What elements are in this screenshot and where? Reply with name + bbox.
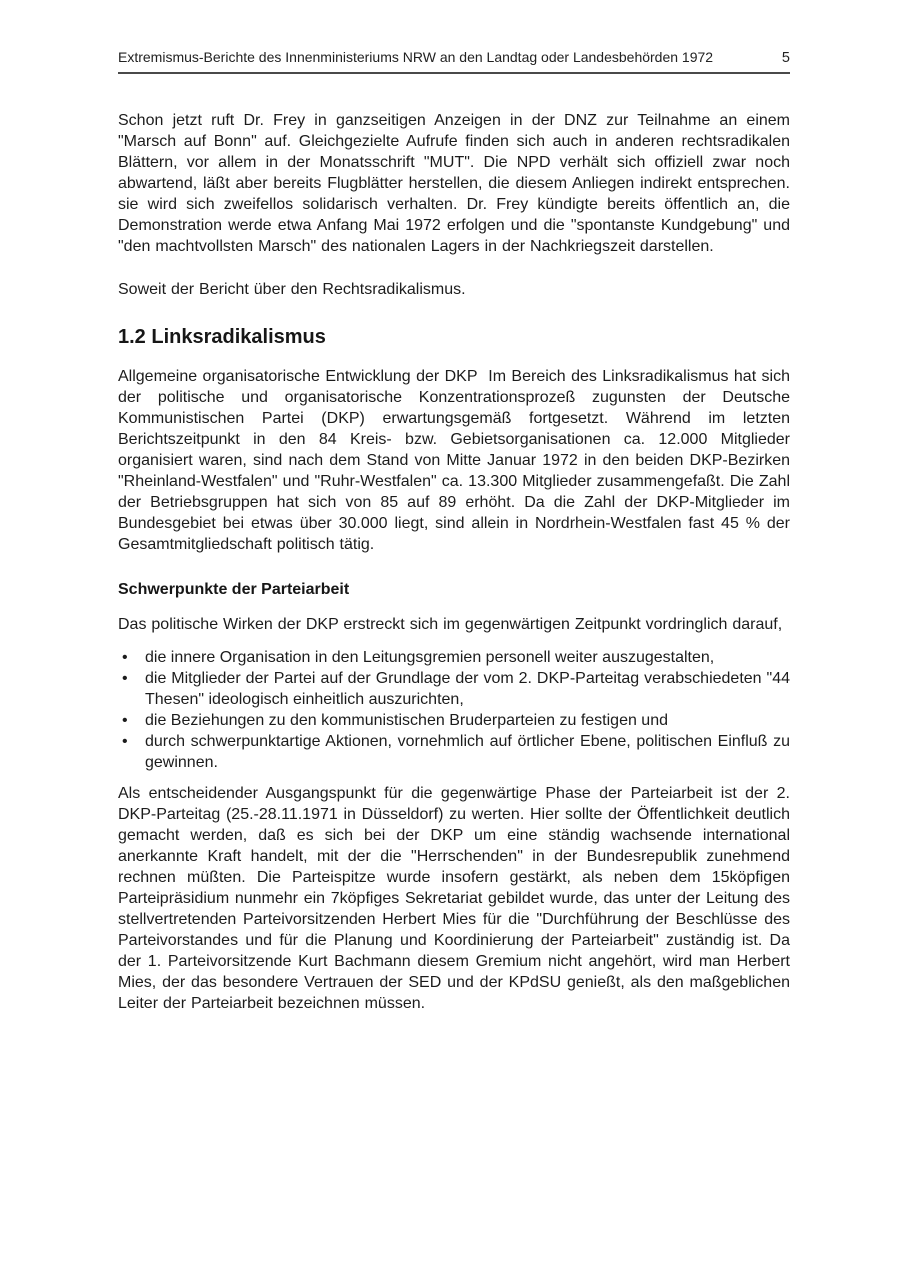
page-content [118, 48, 790, 1014]
header-title: Extremismus-Berichte des Innenministeriums NRW an den Landtag oder Landesbehörden 1972 [118, 49, 714, 65]
paragraph-rechtsradikalismus: Schon jetzt ruft Dr. Frey in ganzseitigen Anzeigen in der DNZ zur Teilnahme an einem "Marsch auf Bonn" auf. Gleichgezielte Aufrufe finden sich auch in anderen rechtsradikalen Blättern, vor allem in der Monatsschrift "MUT". Die NPD verhält sich offiziell zwar noch abwartend, läßt aber bereits Flugblätter herstellen, die diesem Anliegen indirekt entsprechen. sie wird sich zweifellos solidarisch verhalten. Dr. Frey kündigte bereits öffentlich an, die Demonstration werde etwa Anfang Mai 1972 erfolgen und die "spontanste Kundgebung" und "den machtvollsten Marsch" des nationalen Lagers in der Nachkriegszeit darstellen. [118, 112, 790, 255]
section-heading-linksradikalismus: 1.2 Linksradikalismus [118, 326, 326, 348]
bullet-item: • die Beziehungen zu den kommunistischen Bruderparteien zu festigen und [118, 710, 790, 731]
paragraph-parteitag: Als entscheidender Ausgangspunkt für die gegenwärtige Phase der Parteiarbeit ist der 2. DKP-Parteitag (25.-28.11.1971 in Düsseldorf) zu werten. Hier sollte der Öffentlichkeit deutlich gemacht werden, daß es sich bei der DKP um eine ständig wachsende international anerkannte Kraft handelt, mit der die "Herrschenden" in der Bundesrepublik zunehmend rechnen müßten. Die Parteispitze wurde insofern gestärkt, als neben dem 15köpfigen Parteipräsidium nunmehr ein 7köpfiges Sekretariat gebildet wurde, das unter der Leitung des stellvertretenden Parteivorsitzenden Herbert Mies für die "Durchführung der Beschlüsse des Parteivorstandes und für die Planung und Koordinierung der Parteiarbeit" zuständig ist. Da der 1. Parteivorsitzende Kurt Bachmann diesem Gremium nicht angehört, wird man Herbert Mies, der das besondere Vertrauen der SED und der KPdSU genießt, als den maßgeblichen Leiter der Parteiarbeit bezeichnen müssen. [118, 785, 790, 1012]
bullet-item: • durch schwerpunktartige Aktionen, vornehmlich auf örtlicher Ebene, politischen Einfluß zu gewinnen. [118, 731, 790, 773]
sub-heading-schwerpunkte: Schwerpunkte der Parteiarbeit [118, 581, 350, 598]
running-header [118, 48, 790, 74]
page-number: 5 [781, 50, 790, 66]
bullet-item: • die innere Organisation in den Leitungsgremien personell weiter auszugestalten, [118, 647, 790, 668]
paragraph-politisches-wirken: Das politische Wirken der DKP erstreckt sich im gegenwärtigen Zeitpunkt vordringlich darauf, [118, 616, 783, 633]
paragraph-dkp-entwicklung: Allgemeine organisatorische Entwicklung der DKP Im Bereich des Linksradikalismus hat sich der politische und organisatorische Konzentrationsprozeß zugunsten der Deutsche Kommunistischen Partei (DKP) erwartungsgemäß fortgesetzt. Während im letzten Berichtszeitpunkt in den 84 Kreis- bzw. Gebietsorganisationen ca. 12.000 Mitglieder organisiert waren, sind nach dem Stand von Mitte Januar 1972 in den beiden DKP-Bezirken "Rheinland-Westfalen" und "Ruhr-Westfalen" ca. 13.300 Mitglieder zusammengefaßt. Die Zahl der Betriebsgruppen hat sich von 85 auf 89 erhöht. Da die Zahl der DKP-Mitglieder im Bundesgebiet bei etwas über 30.000 liegt, sind allein in Nordrhein-Westfalen fast 45 % der Gesamtmitgliedschaft politisch tätig. [118, 368, 790, 553]
bullet-item: • die Mitglieder der Partei auf der Grundlage der vom 2. DKP-Parteitag verabschiedeten "44 Thesen" ideologisch einheitlich auszurichten, [118, 668, 790, 710]
paragraph-closing-rechtsradikalismus: Soweit der Bericht über den Rechtsradikalismus. [118, 281, 466, 298]
bullet-list [118, 647, 790, 773]
